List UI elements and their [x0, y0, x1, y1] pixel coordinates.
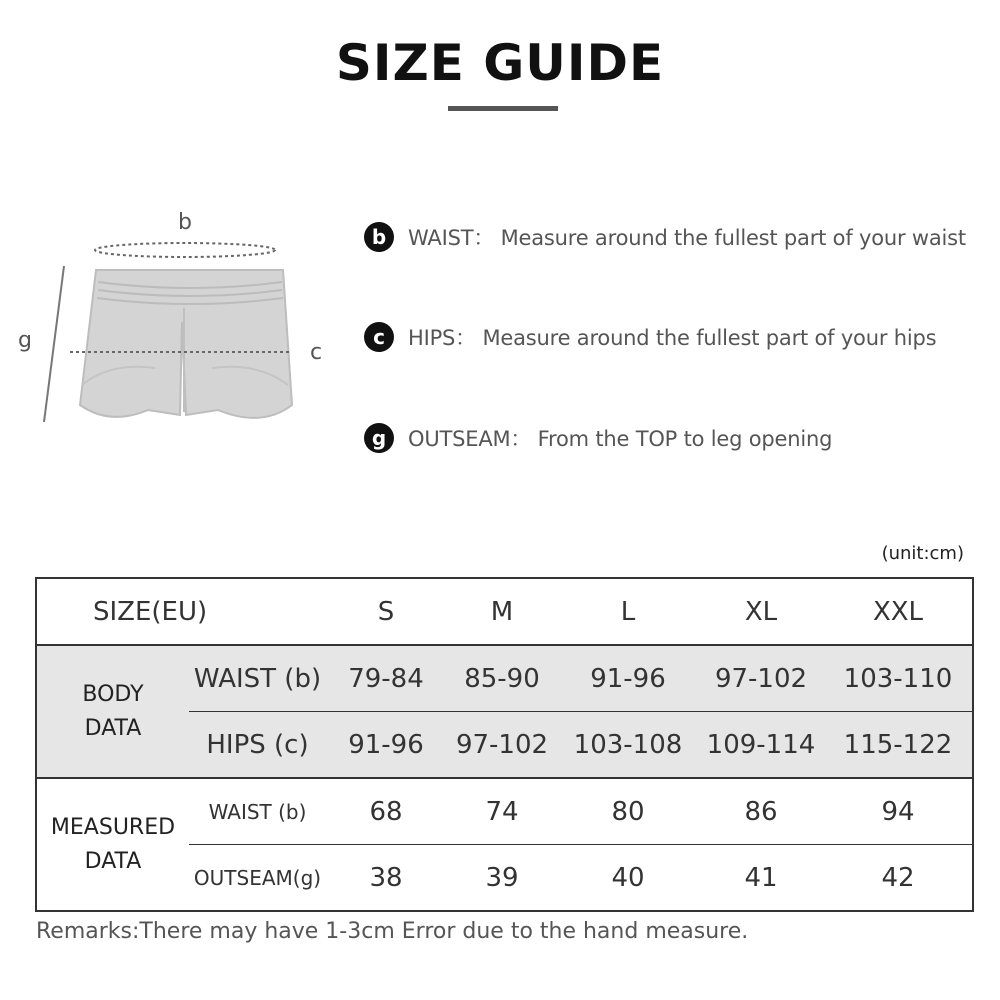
- table-cell: 68: [326, 778, 446, 845]
- size-header-s: S: [326, 578, 446, 645]
- size-header-l: L: [558, 578, 698, 645]
- group-label-line1: MEASURED: [50, 814, 176, 840]
- table-cell: 97-102: [698, 645, 824, 712]
- table-row: [36, 645, 973, 712]
- outseam-marker-g: g: [18, 328, 32, 353]
- table-cell: 74: [446, 778, 558, 845]
- table-cell: 41: [698, 845, 824, 912]
- size-eu-header: SIZE(EU): [36, 578, 326, 645]
- size-header-xxl: XXL: [824, 578, 973, 645]
- badge-b-icon: b: [364, 222, 394, 252]
- body-data-label: [36, 645, 189, 778]
- table-row: [36, 778, 973, 845]
- table-cell: 91-96: [326, 712, 446, 779]
- table-cell: 86: [698, 778, 824, 845]
- table-cell: 40: [558, 845, 698, 912]
- title-underline: [448, 106, 558, 111]
- row-label: WAIST (b): [189, 645, 326, 712]
- table-cell: 39: [446, 845, 558, 912]
- table-header-row: [36, 578, 973, 645]
- group-label-line2: DATA: [84, 848, 142, 874]
- table-cell: 42: [824, 845, 973, 912]
- size-table: [35, 577, 974, 912]
- shorts-illustration: [0, 190, 340, 450]
- page-title: SIZE GUIDE: [335, 34, 665, 92]
- hips-marker-c: c: [310, 340, 323, 365]
- table-cell: 91-96: [558, 645, 698, 712]
- table-cell: 103-108: [558, 712, 698, 779]
- table-cell: 85-90: [446, 645, 558, 712]
- table-cell: 109-114: [698, 712, 824, 779]
- badge-g-icon: g: [364, 423, 394, 453]
- table-cell: 115-122: [824, 712, 973, 779]
- measured-data-label: [36, 778, 189, 911]
- legend-hips-text: HIPS： Measure around the fullest part of your hips: [408, 326, 937, 350]
- waist-marker-b: b: [178, 210, 192, 235]
- shorts-diagram: [0, 190, 340, 450]
- row-label: OUTSEAM(g): [189, 845, 326, 912]
- table-cell: 97-102: [446, 712, 558, 779]
- legend-outseam-text: OUTSEAM： From the TOP to leg opening: [408, 427, 833, 451]
- table-cell: 79-84: [326, 645, 446, 712]
- table-cell: 103-110: [824, 645, 973, 712]
- table-cell: 38: [326, 845, 446, 912]
- table-cell: 94: [824, 778, 973, 845]
- group-label-line1: BODY: [82, 681, 144, 707]
- table-cell: 80: [558, 778, 698, 845]
- badge-c-icon: c: [364, 322, 394, 352]
- row-label: WAIST (b): [189, 778, 326, 845]
- legend-outseam: [364, 423, 832, 453]
- size-header-xl: XL: [698, 578, 824, 645]
- remarks-note: Remarks:There may have 1-3cm Error due to the hand measure.: [36, 919, 749, 944]
- row-label: HIPS (c): [189, 712, 326, 779]
- legend-waist-text: WAIST： Measure around the fullest part of your waist: [408, 226, 966, 250]
- size-header-m: M: [446, 578, 558, 645]
- legend-waist: [364, 222, 966, 252]
- unit-label: (unit:cm): [881, 543, 964, 564]
- group-label-line2: DATA: [84, 715, 142, 741]
- legend-hips: [364, 322, 936, 352]
